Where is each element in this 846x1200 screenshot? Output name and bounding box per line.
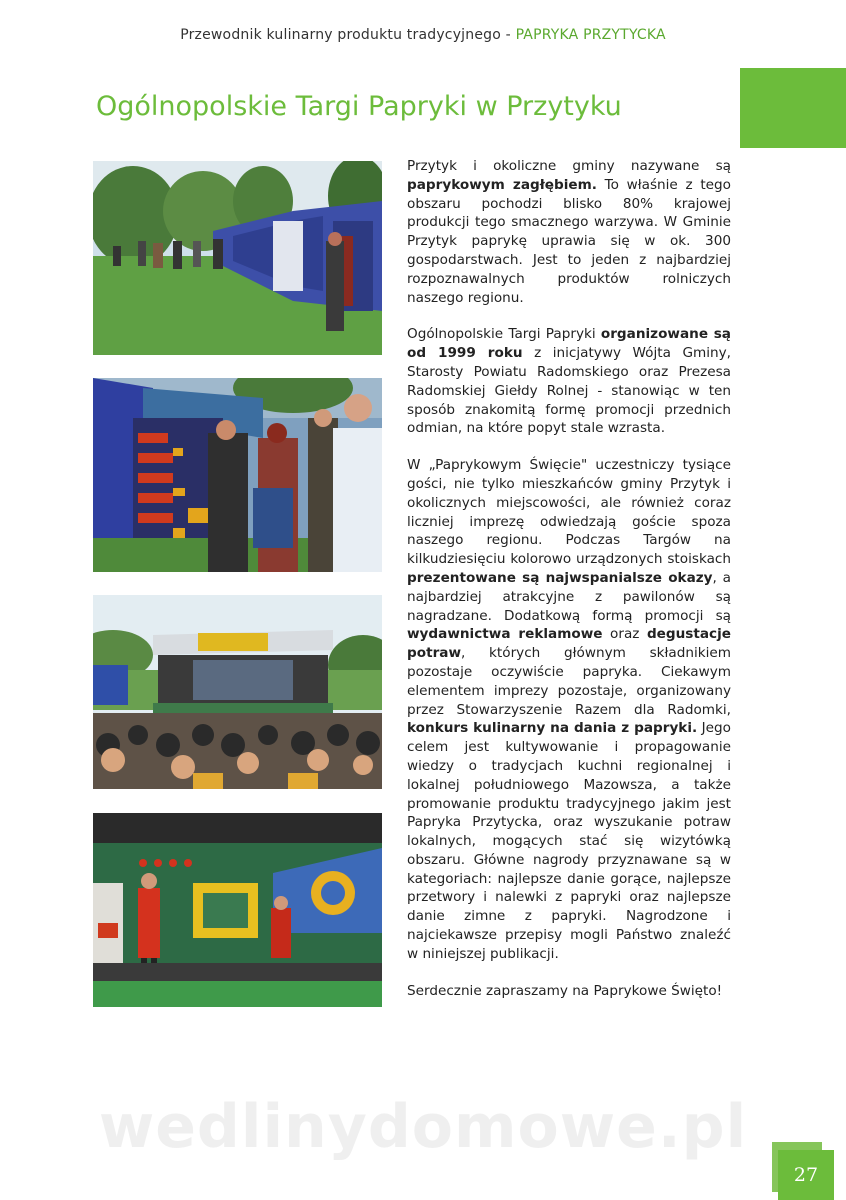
bold-run: paprykowym zagłębiem. — [407, 176, 597, 193]
text-run: W „Paprykowym Święcie" uczestniczy tysiące gości, nie tylko mieszkańców gminy Przytyk i okolicznych miejscowości, ale również coraz liczniej imprezę odwiedzają goście spoza naszego regionu. Podczas Targów na kilkudziesięciu kolorowo urządzonych stoiskach — [407, 457, 731, 568]
paragraph — [407, 157, 731, 307]
bold-run: wydawnictwa reklamowe — [407, 626, 603, 643]
photo-stage-performers — [93, 813, 382, 1007]
header-prefix: Przewodnik kulinarny produktu tradycyjnego - — [180, 27, 516, 43]
page-number: 27 — [778, 1150, 834, 1200]
green-corner-block — [740, 68, 846, 148]
bold-run: konkurs kulinarny na dania z papryki. — [407, 720, 698, 737]
bold-run: degustacje potraw — [407, 626, 731, 662]
watermark: wedlinydomowe.pl — [98, 1092, 748, 1162]
text-run: Serdecznie zapraszamy na Paprykowe Święto! — [407, 982, 723, 999]
page-title: Ogólnopolskie Targi Papryki w Przytyku — [96, 91, 622, 122]
bold-run: organizowane są od 1999 roku — [407, 326, 731, 362]
paragraph — [407, 325, 731, 438]
paragraph — [407, 982, 731, 1001]
text-run: , których głównym składnikiem pozostaje oczywiście papryka. Ciekawym elementem imprezy pozostaje, organizowany przez Stowarzyszenie Razem dla Radomki, — [407, 645, 731, 718]
text-run: Ogólnopolskie Targi Papryki — [407, 326, 601, 343]
text-run: z inicjatywy Wójta Gminy, Starosty Powiatu Radomskiego oraz Prezesa Radomskiej Giełdy Rolnej - stanowiąc w ten sposób znakomitą formę promocji przednich odmian, na które popyt stale wzrasta. — [407, 345, 731, 437]
article-text — [407, 157, 731, 1018]
text-run: , a najbardziej atrakcyjne z pawilonów są nagradzane. Dodatkową formą promocji są — [407, 569, 731, 624]
paragraph — [407, 456, 731, 964]
text-run: Przytyk i okoliczne gminy nazywane są — [407, 158, 731, 174]
text-run: oraz — [602, 626, 647, 643]
text-run: To właśnie z tego obszaru pochodzi blisko 80% krajowej produkcji tego smacznego warzywa. W Gminie Przytyk paprykę uprawia się w ok. 300 gospodarstwach. Jest to jeden z najbardziej rozpoznawalnych produktów rolniczych naszego regionu. — [407, 176, 731, 306]
photo-market-stalls — [93, 161, 382, 355]
photo-pepper-stall — [93, 378, 382, 572]
photo-stage-audience — [93, 595, 382, 789]
text-run: Jego celem jest kultywowanie i propagowanie wiedzy o tradycjach kuchni regionalnej i lokalnej południowego Mazowsza, a także promowanie produktu tradycyjnego jakim jest Papryka Przytycka, oraz wyszukanie potraw lokalnych, mogących stać się wizytówką obszaru. Główne nagrody przyznawane są w kategoriach: najlepsze danie gorące, najlepsze przetwory i nalewki z papryki oraz najlepsze danie zimne z papryki. Nagrodzone i najciekawsze przepisy mogli Państwo znaleźć w niniejszej publikacji. — [407, 720, 731, 962]
header-accent: PAPRYKA PRZYTYCKA — [515, 27, 666, 43]
bold-run: prezentowane są najwspanialsze okazy — [407, 569, 713, 586]
running-header — [0, 27, 846, 43]
